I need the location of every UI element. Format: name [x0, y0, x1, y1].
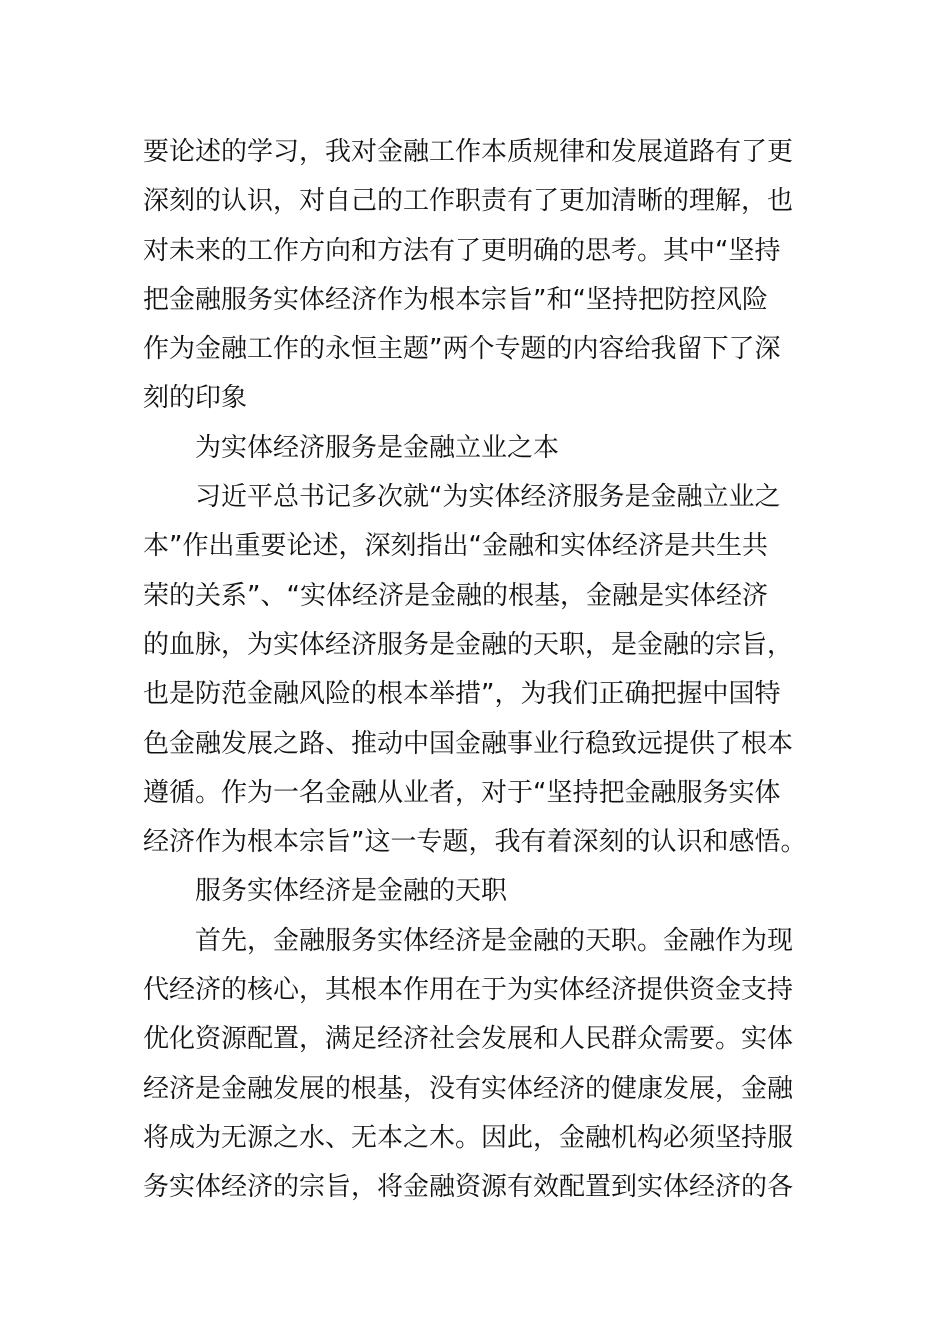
text-line: 本”作出重要论述，深刻指出“金融和实体经济是共生共 [143, 531, 768, 562]
text-line: 荣的关系”、“实体经济是金融的根基，金融是实体经济 [143, 580, 768, 611]
text-line: 优化资源配置，满足经济社会发展和人民群众需要。实体 [143, 1024, 794, 1055]
text-line: 刻的印象 [143, 383, 248, 414]
document-body [143, 128, 811, 1213]
text-line: 色金融发展之路、推动中国金融事业行稳致远提供了根本 [143, 728, 794, 759]
paragraph-start-line: 服务实体经济是金融的天职 [195, 876, 508, 907]
text-line: 也是防范金融风险的根本举措”，为我们正确把握中国特 [143, 679, 781, 710]
paragraph-start-line: 首先，金融服务实体经济是金融的天职。金融作为现 [195, 925, 794, 956]
text-line: 深刻的认识，对自己的工作职责有了更加清晰的理解，也 [143, 186, 794, 217]
text-line: 将成为无源之水、无本之木。因此，金融机构必须坚持服 [143, 1122, 794, 1153]
text-line: 对未来的工作方向和方法有了更明确的思考。其中“坚持 [143, 235, 781, 266]
text-line: 的血脉，为实体经济服务是金融的天职，是金融的宗旨， [143, 629, 794, 660]
paragraph-start-line: 习近平总书记多次就“为实体经济服务是金融立业之 [195, 482, 781, 513]
text-line: 要论述的学习，我对金融工作本质规律和发展道路有了更 [143, 137, 794, 167]
text-line: 把金融服务实体经济作为根本宗旨”和“坚持把防控风险 [143, 284, 768, 315]
paragraph-start-line: 为实体经济服务是金融立业之本 [195, 432, 560, 463]
text-line: 作为金融工作的永恒主题”两个专题的内容给我留下了深 [143, 334, 781, 365]
text-line: 经济是金融发展的根基，没有实体经济的健康发展，金融 [143, 1073, 794, 1104]
text-line: 经济作为根本宗旨”这一专题，我有着深刻的认识和感悟。 [143, 827, 807, 858]
text-line: 代经济的核心，其根本作用在于为实体经济提供资金支持 [143, 975, 794, 1006]
text-line: 遵循。作为一名金融从业者，对于“坚持把金融服务实体 [143, 777, 781, 808]
text-line: 务实体经济的宗旨，将金融资源有效配置到实体经济的各 [143, 1172, 794, 1203]
